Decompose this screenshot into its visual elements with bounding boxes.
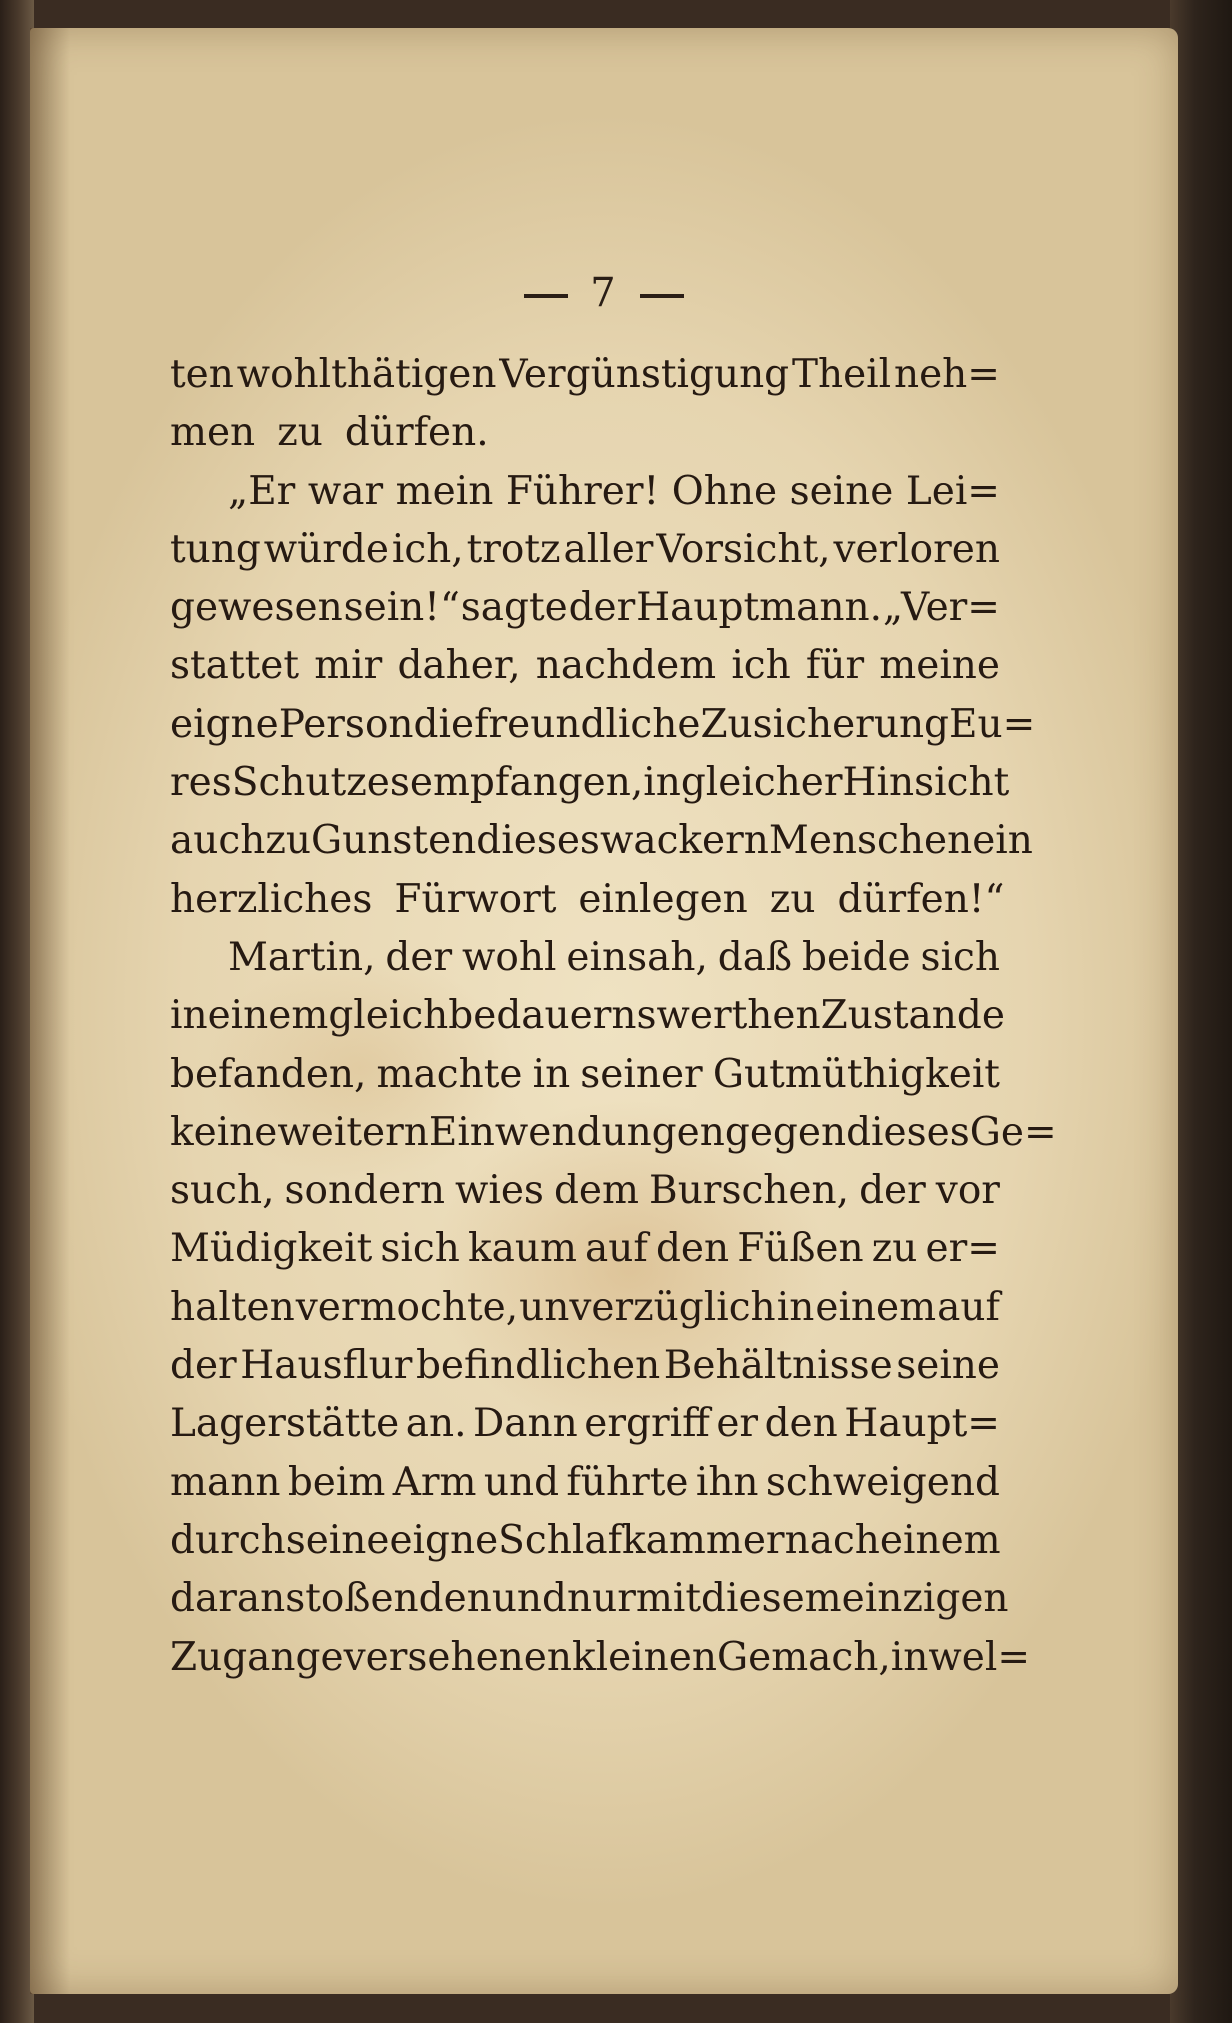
word: daran [170, 1576, 286, 1622]
word: zu [265, 818, 312, 864]
word: auf [585, 1226, 648, 1272]
word: Fürwort [394, 876, 557, 922]
word: such, [170, 1168, 275, 1214]
word: Arm [392, 1459, 477, 1505]
word: Hauptmann. [636, 585, 883, 631]
word: Haupt= [844, 1401, 1000, 1447]
word: aller [563, 526, 654, 572]
text-line [170, 754, 1010, 812]
word: durch [170, 1517, 286, 1563]
word: der [859, 1168, 926, 1214]
word: gewesen [170, 585, 343, 631]
word: Gutmüthigkeit [712, 1051, 1000, 1097]
word: mit [635, 1576, 702, 1622]
word: seine [789, 468, 894, 514]
word: Vergünstigung [499, 352, 790, 397]
word: Burschen, [649, 1168, 850, 1214]
word: Müdigkeit [170, 1226, 373, 1272]
word: Hausflur [240, 1343, 413, 1389]
word: in [643, 760, 681, 806]
word: bedauernswerthen [448, 993, 821, 1039]
word: Vorsicht, [656, 526, 831, 572]
word: mir [314, 643, 383, 689]
text-line [170, 929, 1000, 987]
word: Dann [473, 1401, 578, 1447]
word: wies [454, 1168, 544, 1214]
word: Führer! [505, 468, 660, 514]
word: machte [376, 1051, 523, 1097]
page-number: 7 [590, 270, 618, 316]
word: seine [285, 1517, 390, 1563]
text-line [170, 696, 1036, 754]
word: befindlichen [415, 1343, 661, 1389]
word: stoßenden [285, 1576, 492, 1622]
word: wohlthätigen [236, 352, 497, 397]
word: Gemach, [716, 1634, 891, 1680]
word: Lagerstätte [170, 1401, 400, 1447]
word: Zusicherung [700, 701, 950, 747]
word: an. [405, 1401, 467, 1447]
word: Martin, [228, 934, 376, 980]
word: freundliche [474, 701, 701, 747]
word: sich [380, 1226, 460, 1272]
word: für [805, 643, 865, 689]
word: stattet [170, 643, 300, 689]
word: weitern [277, 1109, 429, 1155]
text-line [170, 812, 1033, 870]
word: Lei= [905, 468, 1000, 514]
book-cover-edge [1170, 0, 1232, 2023]
word: Ohne [671, 468, 778, 514]
word: er [716, 1401, 759, 1447]
text-line [170, 987, 1005, 1045]
word: men [170, 410, 256, 456]
word: Schutzes [231, 760, 410, 806]
word: daß [717, 934, 793, 980]
text-line [170, 463, 1000, 521]
word: in [170, 993, 208, 1039]
word: Eu= [949, 701, 1036, 747]
word: Theil [791, 352, 892, 397]
word: Ge= [969, 1109, 1057, 1155]
text-line [170, 346, 1000, 404]
word: nachdem [535, 643, 717, 689]
text-line [170, 1046, 1000, 1104]
word: die [413, 701, 475, 747]
word: in [890, 1634, 929, 1680]
word: diesem [701, 1576, 842, 1622]
text-line [170, 579, 1000, 637]
word: gegen [724, 1109, 847, 1155]
word: dürfen!“ [837, 876, 1005, 922]
word: war [307, 468, 384, 514]
word: seine [896, 1343, 1000, 1389]
word: sagte [460, 585, 568, 631]
page-number-header [30, 270, 1178, 316]
word: ergriff [584, 1401, 710, 1447]
word: der [568, 585, 636, 631]
word: dieses [476, 818, 600, 864]
text-line [170, 521, 1000, 579]
word: ihn [695, 1459, 759, 1505]
word: beide [802, 934, 911, 980]
word: eigne [389, 1517, 499, 1563]
word: vor [935, 1168, 1000, 1214]
word: schweigend [765, 1459, 1000, 1505]
word: dem [553, 1168, 639, 1214]
word: Person [278, 701, 414, 747]
word: verloren [833, 526, 1000, 572]
word: in [776, 1284, 815, 1330]
text-line [170, 1570, 1009, 1628]
word: neh= [893, 352, 1000, 397]
word: Menschen [768, 818, 973, 864]
word: einlegen [578, 876, 748, 922]
text-line [170, 637, 1000, 695]
text-line [170, 404, 1000, 462]
word: versehenen [343, 1634, 572, 1680]
word: res [170, 760, 232, 806]
word: ich [731, 643, 791, 689]
word: wel= [928, 1634, 1031, 1680]
word: „Ver= [882, 585, 1000, 631]
word: einzigen [841, 1576, 1009, 1622]
word: vermochte, [295, 1284, 519, 1330]
word: auch [170, 818, 266, 864]
word: Hinsicht [842, 760, 1010, 806]
book-page [30, 28, 1178, 1994]
word: „Er [228, 468, 296, 514]
word: den [764, 1401, 838, 1447]
word: gleich [328, 993, 449, 1039]
word: ein [972, 818, 1033, 864]
word: mein [395, 468, 494, 514]
left-dash [524, 294, 568, 298]
word: zu [277, 410, 323, 456]
text-line [170, 1337, 1000, 1395]
word: trotz [466, 526, 561, 572]
text-line [170, 1512, 1000, 1570]
book-spine-edge [0, 0, 34, 2023]
word: tung [170, 526, 261, 572]
word: daher, [397, 643, 521, 689]
word: und [483, 1459, 560, 1505]
text-line [170, 1454, 1000, 1512]
text-line [170, 1279, 1000, 1337]
text-line [170, 1395, 1000, 1453]
word: einem [207, 993, 329, 1039]
word: Gunsten [311, 818, 477, 864]
word: dürfen. [344, 410, 489, 456]
word: Zustande [820, 993, 1005, 1039]
word: ten [170, 352, 234, 397]
word: halten [170, 1284, 295, 1330]
word: unverzüglich [519, 1284, 776, 1330]
text-line [170, 1220, 1000, 1278]
word: meine [879, 643, 1000, 689]
word: befanden, [170, 1051, 367, 1097]
word: sein!“ [343, 585, 460, 631]
word: sich [920, 934, 1000, 980]
word: wohl [462, 934, 557, 980]
word: herzliches [170, 876, 373, 922]
word: zu [871, 1226, 918, 1272]
word: einem [815, 1284, 937, 1330]
word: eigne [170, 701, 279, 747]
text-line [170, 871, 1005, 929]
word: gleicher [680, 760, 843, 806]
word: Behältnisse [663, 1343, 893, 1389]
word: nur [567, 1576, 636, 1622]
word: Zugange [170, 1634, 344, 1680]
word: zu [769, 876, 816, 922]
word: auf [937, 1284, 1000, 1330]
word: Einwendungen [428, 1109, 725, 1155]
text-line [170, 1162, 1000, 1220]
text-line [170, 1104, 1057, 1162]
word: führte [566, 1459, 689, 1505]
word: kaum [467, 1226, 577, 1272]
right-dash [640, 294, 684, 298]
word: der [385, 934, 453, 980]
word: keine [170, 1109, 278, 1155]
word: er= [925, 1226, 1000, 1272]
word: Schlafkammer [498, 1517, 785, 1563]
word: der [170, 1343, 237, 1389]
word: Füßen [737, 1226, 864, 1272]
word: wackern [599, 818, 769, 864]
word: einsah, [566, 934, 708, 980]
spine-shadow [30, 28, 70, 1994]
word: nach [784, 1517, 880, 1563]
body-text [170, 346, 1057, 1687]
word: ich, [391, 526, 464, 572]
text-line [170, 1629, 1031, 1687]
word: den [655, 1226, 730, 1272]
word: sondern [284, 1168, 445, 1214]
word: einem [879, 1517, 1001, 1563]
word: in [532, 1051, 571, 1097]
word: empfangen, [409, 760, 644, 806]
word: beim [287, 1459, 386, 1505]
word: und [491, 1576, 568, 1622]
word: kleinen [571, 1634, 717, 1680]
word: dieses [846, 1109, 970, 1155]
word: mann [170, 1459, 281, 1505]
word: würde [263, 526, 389, 572]
word: seiner [580, 1051, 703, 1097]
